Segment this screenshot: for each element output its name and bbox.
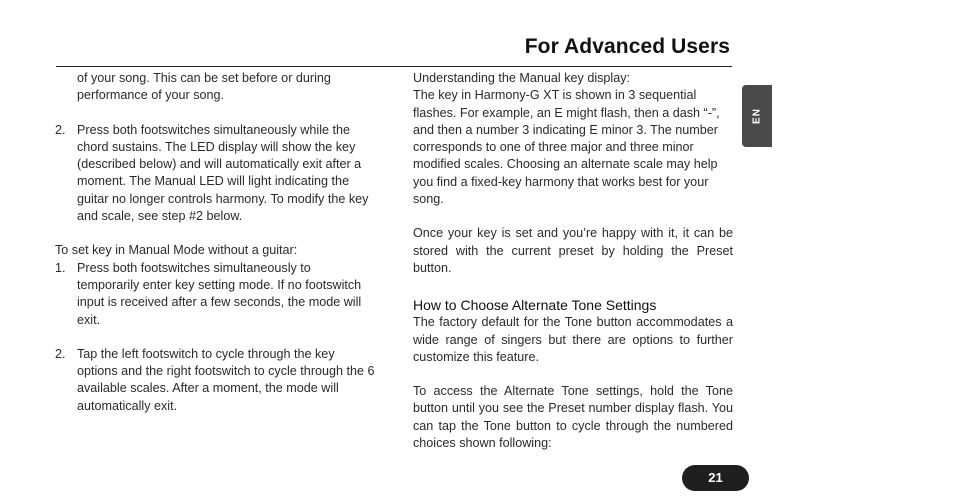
tone-section-heading: How to Choose Alternate Tone Settings [413,297,657,314]
tone-access-paragraph: To access the Alternate Tone settings, hold the Tone button until you see the Preset number display flash. You can tap the Tone button to cycle through the numbered choices shown following: [413,384,733,451]
manual-mode-heading: To set key in Manual Mode without a guitar: [55,243,298,258]
key-display-paragraph: The key in Harmony-G XT is shown in 3 sequential flashes. For example, an E might flash, then a dash “-”, and then a number 3 indicating E minor 3. The number corresponds to one of three major and three minor modified scales. Choosing an alternate scale may help you find a fixed-key harmony that works best for your song. [413,88,720,207]
step-text: Press both footswitches simultaneously to temporarily enter key setting mode. If no footswitch input is received after a few seconds, the mode will exit. [77,260,362,327]
header-divider [56,66,732,67]
step-number: 2. [55,346,66,361]
list-item [55,260,375,329]
key-display-heading: Understanding the Manual key display: [413,71,631,85]
list-item [55,122,375,226]
language-tab [742,85,772,147]
right-column [413,70,733,452]
page-number: 21 [682,465,749,491]
step-text: Tap the left footswitch to cycle through the key options and the right footswitch to cycle through the 6 available scales. After a moment, the mode will automatically exit. [77,346,375,413]
tone-default-paragraph: The factory default for the Tone button accommodates a wide range of singers but there are options to further customize this feature. [413,315,733,364]
language-tab-label: EN [751,108,763,124]
step-number: 2. [55,122,66,137]
left-column [55,70,375,415]
list-item [55,346,375,415]
step-number: 1. [55,260,66,275]
continuation-paragraph: of your song. This can be set before or during performance of your song. [77,71,331,103]
page-title: For Advanced Users [524,35,730,58]
store-key-paragraph: Once your key is set and you’re happy with it, it can be stored with the current preset by holding the Preset button. [413,226,733,275]
step-text: Press both footswitches simultaneously while the chord sustains. The LED display will show the key (described below) and will automatically exit after a moment. The Manual LED will light indicating the guitar no longer controls harmony. To modify the key and scale, see step #2 below. [77,122,369,224]
